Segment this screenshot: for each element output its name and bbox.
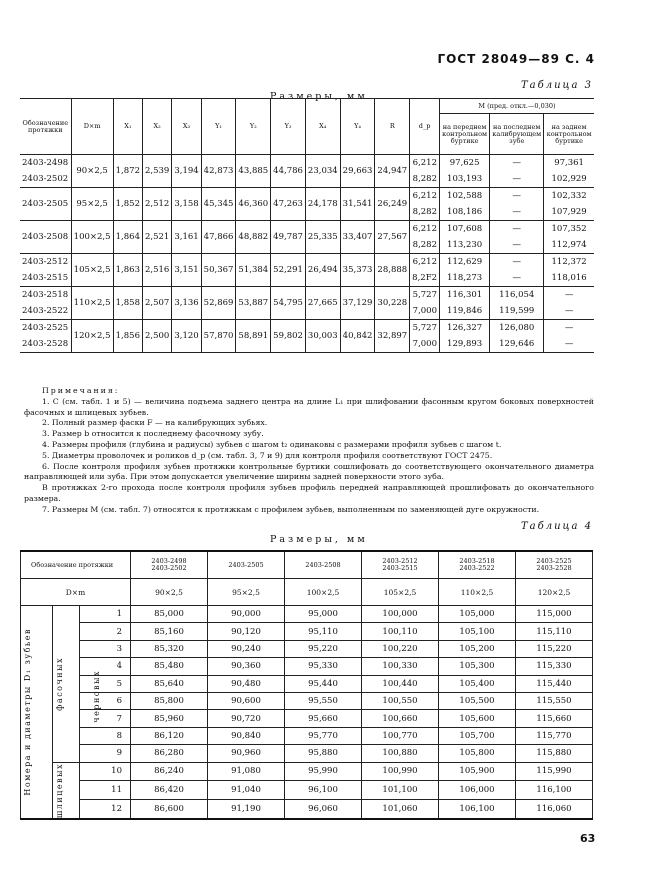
t3-designation-line: 2403-2508 <box>22 232 69 242</box>
t4-row <box>21 799 593 818</box>
t3-cell-x4: 24,178 <box>305 188 340 221</box>
t4-side-label-text: Номера и диаметры D₁ зубьев <box>23 627 32 796</box>
t4-head-dxm: D×m <box>21 579 131 606</box>
t3-cell-m3: 112,974 <box>544 237 594 254</box>
t3-cell-m3: 107,352 <box>544 221 594 238</box>
t3-cell-m1: 119,846 <box>440 303 490 320</box>
t3-designation <box>20 221 71 254</box>
t3-row <box>20 320 594 337</box>
t3-cell-m2: — <box>490 204 544 221</box>
t4-cell: 91,080 <box>208 762 285 781</box>
t3-cell-dxm: 105×2,5 <box>71 254 113 287</box>
t3-cell-x3: 3,136 <box>172 287 201 320</box>
note-item: 4. Размеры профиля (глубина и радиусы) зубьев с шагом t₂ одинаковы с размерами профиля зубьев с шагом t. <box>42 439 502 449</box>
t4-row-number: 9 <box>80 745 131 762</box>
t3-cell-m1: 113,230 <box>440 237 490 254</box>
t4-cell: 86,280 <box>131 745 208 762</box>
t4-row-number: 2 <box>80 623 131 640</box>
t3-row <box>20 188 594 205</box>
t3-designation-line: 2403-2525 <box>22 323 69 333</box>
t3-cell-x3: 3,158 <box>172 188 201 221</box>
t3-cell-m1: 102,588 <box>440 188 490 205</box>
note-item: 7. Размеры M (см. табл. 7) относятся к протяжкам с профилем зубьев, выполненным по заменяющей дуге окружности. <box>42 504 540 514</box>
t3-cell-y4: 29,663 <box>340 155 375 188</box>
t4-cell: 100,880 <box>362 745 439 762</box>
t4-shlits-label <box>53 762 80 819</box>
t4-dxm-cell: 90×2,5 <box>131 579 208 606</box>
t4-cell: 105,200 <box>439 640 516 657</box>
t4-dxm-cell: 95×2,5 <box>208 579 285 606</box>
t3-cell-r: 32,897 <box>375 320 410 353</box>
t3-cell-y3: 47,263 <box>271 188 306 221</box>
t4-cell: 106,100 <box>439 799 516 818</box>
t4-cell: 115,220 <box>516 640 593 657</box>
t4-cell: 101,100 <box>362 781 439 800</box>
t4-row <box>21 623 593 640</box>
t3-cell-x4: 30,003 <box>305 320 340 353</box>
t3-cell-y1: 57,870 <box>201 320 236 353</box>
t4-head-column-line: 2403-2498 <box>151 557 187 565</box>
t3-cell-y2: 58,891 <box>236 320 271 353</box>
table3-caption: Размеры, мм <box>270 91 368 102</box>
t4-cell: 115,880 <box>516 745 593 762</box>
t3-designation <box>20 188 71 221</box>
t3-cell-m1: 103,193 <box>440 171 490 188</box>
t4-cell: 100,220 <box>362 640 439 657</box>
t4-cell: 95,770 <box>285 727 362 744</box>
t4-cell: 105,900 <box>439 762 516 781</box>
t3-cell-dxm: 100×2,5 <box>71 221 113 254</box>
t4-cell: 90,480 <box>208 675 285 692</box>
t3-cell-dp: 6,212 <box>410 155 440 172</box>
t3-cell-r: 26,249 <box>375 188 410 221</box>
t3-cell-dp: 6,212 <box>410 188 440 205</box>
t3-cell-m3: — <box>544 287 594 304</box>
t4-cell: 96,100 <box>285 781 362 800</box>
table3 <box>20 98 594 353</box>
t4-head-column-line: 2403-2528 <box>536 564 572 572</box>
t4-cell: 95,330 <box>285 658 362 675</box>
gost-header: ГОСТ 28049—89 С. 4 <box>437 52 595 66</box>
t4-head-column-line: 2403-2502 <box>151 564 187 572</box>
t4-cell: 90,240 <box>208 640 285 657</box>
t3-cell-dxm: 90×2,5 <box>71 155 113 188</box>
t3-designation-line: 2403-2522 <box>22 306 69 316</box>
t3-cell-y4: 33,407 <box>340 221 375 254</box>
t4-cell: 105,400 <box>439 675 516 692</box>
t4-cell: 95,990 <box>285 762 362 781</box>
t4-cell: 85,480 <box>131 658 208 675</box>
t3-head-dxm: D×m <box>71 99 113 155</box>
t4-fasoch-label-text: фасочных <box>55 656 64 711</box>
t4-cell: 105,800 <box>439 745 516 762</box>
t4-cell: 86,240 <box>131 762 208 781</box>
t3-cell-m1: 126,327 <box>440 320 490 337</box>
t3-cell-y4: 40,842 <box>340 320 375 353</box>
note-item: 2. Полный размер фаски F — на калибрующих зубьях. <box>42 418 268 428</box>
t4-cell: 90,120 <box>208 623 285 640</box>
t4-cell: 85,000 <box>131 606 208 623</box>
t4-cell: 116,060 <box>516 799 593 818</box>
t4-cell: 101,060 <box>362 799 439 818</box>
t3-cell-y1: 50,367 <box>201 254 236 287</box>
t3-cell-y4: 35,373 <box>340 254 375 287</box>
t3-cell-x1: 1,872 <box>113 155 142 188</box>
t4-cell: 100,770 <box>362 727 439 744</box>
t4-head-column-line: 2403-2515 <box>382 564 418 572</box>
t3-designation-line: 2403-2515 <box>22 273 69 283</box>
t3-head-m3: на заднем контрольном буртике <box>544 114 594 155</box>
t4-head-column-line: 2403-2508 <box>305 560 341 569</box>
t4-row <box>21 781 593 800</box>
t4-cell: 95,660 <box>285 710 362 727</box>
t4-cell: 95,550 <box>285 692 362 709</box>
t3-cell-y4: 37,129 <box>340 287 375 320</box>
t3-designation <box>20 287 71 320</box>
t3-cell-m3: — <box>544 336 594 353</box>
t3-cell-x2: 2,507 <box>142 287 171 320</box>
t3-designation-line: 2403-2502 <box>22 174 69 184</box>
t3-cell-m1: 116,301 <box>440 287 490 304</box>
t3-cell-x2: 2,521 <box>142 221 171 254</box>
note-item: 5. Диаметры проволочек и роликов d_p (см. табл. 3, 7 и 9) для контроля профиля соответствуют ГОСТ 2475. <box>42 450 493 460</box>
t4-cell: 115,440 <box>516 675 593 692</box>
t3-cell-y2: 51,384 <box>236 254 271 287</box>
t4-shlits-label-text: шлицевых <box>55 762 64 818</box>
t3-cell-dxm: 120×2,5 <box>71 320 113 353</box>
t3-cell-dp: 5,727 <box>410 287 440 304</box>
t3-cell-dp: 8,282 <box>410 237 440 254</box>
table3-label: Таблица 3 <box>520 80 593 91</box>
t4-cell: 86,600 <box>131 799 208 818</box>
t3-head-x2: X₂ <box>142 99 171 155</box>
t4-cell: 100,330 <box>362 658 439 675</box>
t4-cell: 115,990 <box>516 762 593 781</box>
t3-head-y1: Y₁ <box>201 99 236 155</box>
t3-cell-x1: 1,863 <box>113 254 142 287</box>
t3-cell-x1: 1,852 <box>113 188 142 221</box>
t3-cell-m3: 107,929 <box>544 204 594 221</box>
t3-cell-m1: 112,629 <box>440 254 490 271</box>
t4-cell: 85,160 <box>131 623 208 640</box>
t3-cell-x3: 3,194 <box>172 155 201 188</box>
t3-cell-m2: — <box>490 221 544 238</box>
t4-cell: 95,000 <box>285 606 362 623</box>
t3-row <box>20 155 594 172</box>
t3-cell-x2: 2,516 <box>142 254 171 287</box>
t3-row <box>20 254 594 271</box>
t4-row <box>21 710 593 727</box>
t4-cell: 85,640 <box>131 675 208 692</box>
t3-cell-y2: 46,360 <box>236 188 271 221</box>
t4-head-column-line: 2403-2525 <box>536 557 572 565</box>
t3-cell-x3: 3,151 <box>172 254 201 287</box>
note-item: 3. Размер b относится к последнему фасочному зубу. <box>42 429 264 439</box>
t3-cell-x1: 1,856 <box>113 320 142 353</box>
t4-cell: 95,220 <box>285 640 362 657</box>
t3-designation-line: 2403-2518 <box>22 290 69 300</box>
t3-cell-r: 28,888 <box>375 254 410 287</box>
t3-cell-y2: 43,885 <box>236 155 271 188</box>
t4-cell: 105,500 <box>439 692 516 709</box>
t4-cell: 105,300 <box>439 658 516 675</box>
t3-head-m2: на последнем калибрующем зубе <box>490 114 544 155</box>
t4-cell: 91,040 <box>208 781 285 800</box>
t4-cell: 100,660 <box>362 710 439 727</box>
t4-cell: 115,110 <box>516 623 593 640</box>
t4-cell: 106,000 <box>439 781 516 800</box>
t4-side-label <box>21 606 53 819</box>
t3-cell-m1: 129,893 <box>440 336 490 353</box>
t4-row-number: 10 <box>80 762 131 781</box>
t3-cell-r: 24,947 <box>375 155 410 188</box>
t4-row-number: 3 <box>80 640 131 657</box>
t4-row <box>21 606 593 623</box>
t4-chern-label: черновых <box>92 670 101 723</box>
t3-cell-x4: 26,494 <box>305 254 340 287</box>
t4-row-number: 12 <box>80 799 131 818</box>
t3-designation-line: 2403-2498 <box>22 158 69 168</box>
t3-cell-y3: 49,787 <box>271 221 306 254</box>
t3-row <box>20 221 594 238</box>
t3-cell-m2: 126,080 <box>490 320 544 337</box>
t3-cell-m3: 102,929 <box>544 171 594 188</box>
t4-head-column <box>362 551 439 579</box>
t4-head-column <box>439 551 516 579</box>
t4-cell: 91,190 <box>208 799 285 818</box>
t3-head-x4: X₄ <box>305 99 340 155</box>
t3-cell-m1: 97,625 <box>440 155 490 172</box>
t3-cell-dp: 8,282 <box>410 204 440 221</box>
t4-row-number: 5 <box>80 675 131 692</box>
t4-cell: 105,100 <box>439 623 516 640</box>
t4-dxm-row <box>21 579 593 606</box>
t3-cell-m3: 112,372 <box>544 254 594 271</box>
t3-designation <box>20 254 71 287</box>
t4-head-column-line: 2403-2512 <box>382 557 418 565</box>
t3-cell-x4: 23,034 <box>305 155 340 188</box>
t4-cell: 85,960 <box>131 710 208 727</box>
t3-cell-m1: 118,273 <box>440 270 490 287</box>
t4-head-column-line: 2403-2505 <box>228 560 264 569</box>
t3-cell-x2: 2,500 <box>142 320 171 353</box>
t3-cell-m2: — <box>490 270 544 287</box>
table4-label: Таблица 4 <box>520 521 593 532</box>
t4-row-number: 8 <box>80 727 131 744</box>
t3-cell-dp: 7,000 <box>410 303 440 320</box>
t4-row <box>21 727 593 744</box>
t4-row <box>21 640 593 657</box>
t4-cell: 105,000 <box>439 606 516 623</box>
t4-cell: 100,440 <box>362 675 439 692</box>
t4-head-column <box>516 551 593 579</box>
t3-cell-y1: 45,345 <box>201 188 236 221</box>
t3-cell-m2: — <box>490 237 544 254</box>
t3-cell-m2: — <box>490 188 544 205</box>
t4-row-number: 7 <box>80 710 131 727</box>
t4-cell: 100,000 <box>362 606 439 623</box>
t4-cell: 100,110 <box>362 623 439 640</box>
t3-head-x3: X₃ <box>172 99 201 155</box>
table4-caption: Размеры, мм <box>270 534 368 545</box>
t3-cell-dxm: 95×2,5 <box>71 188 113 221</box>
t3-cell-m3: 97,361 <box>544 155 594 172</box>
t3-cell-x3: 3,120 <box>172 320 201 353</box>
t3-cell-y3: 54,795 <box>271 287 306 320</box>
t3-cell-y3: 44,786 <box>271 155 306 188</box>
t4-cell: 86,420 <box>131 781 208 800</box>
t3-cell-dp: 8,2F2 <box>410 270 440 287</box>
t4-cell: 90,960 <box>208 745 285 762</box>
t4-cell: 86,120 <box>131 727 208 744</box>
t4-dxm-cell: 100×2,5 <box>285 579 362 606</box>
t4-cell: 95,880 <box>285 745 362 762</box>
t3-designation-line: 2403-2528 <box>22 339 69 349</box>
t3-head-y4: Y₄ <box>340 99 375 155</box>
t3-cell-y1: 42,873 <box>201 155 236 188</box>
t4-cell: 90,720 <box>208 710 285 727</box>
t3-cell-m3: 102,332 <box>544 188 594 205</box>
notes-title: Примечания: <box>42 386 120 395</box>
t3-designation <box>20 155 71 188</box>
t3-cell-m2: 119,599 <box>490 303 544 320</box>
t4-header-row <box>21 551 593 579</box>
t3-cell-y4: 31,541 <box>340 188 375 221</box>
t4-cell: 90,000 <box>208 606 285 623</box>
note-item: 6. После контроля профиля зубьев протяжки контрольные буртики сошлифовать до соответствующего окончательного диаметра направляющей или зуба. При этом допускается увеличение ширины задней поверхности этого зуба. <box>24 461 594 482</box>
t3-cell-m3: — <box>544 303 594 320</box>
notes <box>24 386 594 516</box>
t3-cell-m1: 107,608 <box>440 221 490 238</box>
t4-head-column <box>208 551 285 579</box>
t4-dxm-cell: 120×2,5 <box>516 579 593 606</box>
t4-cell: 115,660 <box>516 710 593 727</box>
t3-cell-x2: 2,539 <box>142 155 171 188</box>
t3-cell-dp: 8,282 <box>410 171 440 188</box>
t3-cell-m2: — <box>490 171 544 188</box>
t3-head-r: R <box>375 99 410 155</box>
t3-cell-x1: 1,864 <box>113 221 142 254</box>
t4-row <box>21 745 593 762</box>
t4-head-column <box>131 551 208 579</box>
t4-cell: 90,360 <box>208 658 285 675</box>
t3-cell-x2: 2,512 <box>142 188 171 221</box>
t3-cell-x1: 1,858 <box>113 287 142 320</box>
t3-head-m-group: М (пред. откл.—0,030) <box>440 99 595 114</box>
t4-cell: 95,110 <box>285 623 362 640</box>
t4-row-number: 1 <box>80 606 131 623</box>
t4-row <box>21 675 593 692</box>
t3-cell-m3: 118,016 <box>544 270 594 287</box>
t3-cell-r: 27,567 <box>375 221 410 254</box>
t4-cell: 85,320 <box>131 640 208 657</box>
t4-row <box>21 762 593 781</box>
t3-head-dp: d_p <box>410 99 440 155</box>
t3-cell-m2: 116,054 <box>490 287 544 304</box>
t3-cell-dxm: 110×2,5 <box>71 287 113 320</box>
t4-dxm-cell: 110×2,5 <box>439 579 516 606</box>
t4-row-number: 11 <box>80 781 131 800</box>
t4-row-number: 6 <box>80 692 131 709</box>
page-number: 63 <box>580 832 596 845</box>
t4-row <box>21 692 593 709</box>
t4-head-column-line: 2403-2522 <box>459 564 495 572</box>
t4-cell: 100,550 <box>362 692 439 709</box>
t4-cell: 115,770 <box>516 727 593 744</box>
t3-cell-x3: 3,161 <box>172 221 201 254</box>
t4-cell: 95,440 <box>285 675 362 692</box>
t4-cell: 115,550 <box>516 692 593 709</box>
t4-cell: 105,600 <box>439 710 516 727</box>
t4-head-column <box>285 551 362 579</box>
table4 <box>20 550 593 820</box>
t3-cell-y3: 59,802 <box>271 320 306 353</box>
t3-cell-m1: 108,186 <box>440 204 490 221</box>
t3-cell-dp: 5,727 <box>410 320 440 337</box>
t3-row <box>20 287 594 304</box>
t4-row-number: 4 <box>80 658 131 675</box>
t3-cell-x4: 25,335 <box>305 221 340 254</box>
t3-head-y3: Y₃ <box>271 99 306 155</box>
note-item: 1. C (см. табл. 1 и 5) — величина подъема заднего центра на длине L₁ при шлифовании фасонным кругом боковых поверхностей фасочных и шлицевых зубьев. <box>24 396 594 417</box>
t3-head-designation: Обозначение протяжки <box>20 99 71 155</box>
t3-designation-line: 2403-2512 <box>22 257 69 267</box>
t4-cell: 115,330 <box>516 658 593 675</box>
note-item: В протяжках 2-го прохода после контроля профиля зубьев профиль передней направляющей прошлифовать до окончательного размера. <box>24 483 594 503</box>
t3-cell-y1: 52,869 <box>201 287 236 320</box>
t3-cell-y3: 52,291 <box>271 254 306 287</box>
t3-cell-m3: — <box>544 320 594 337</box>
t3-cell-y2: 53,887 <box>236 287 271 320</box>
t3-cell-dp: 6,212 <box>410 254 440 271</box>
t3-designation-line: 2403-2505 <box>22 199 69 209</box>
t4-fasoch-label <box>53 606 80 763</box>
t4-cell: 116,100 <box>516 781 593 800</box>
t4-dxm-cell: 105×2,5 <box>362 579 439 606</box>
t3-head-m1: на переднем контрольном буртике <box>440 114 490 155</box>
t4-head-designation: Обозначение протяжки <box>21 551 131 579</box>
t3-cell-dp: 7,000 <box>410 336 440 353</box>
t3-cell-m2: — <box>490 254 544 271</box>
t3-designation <box>20 320 71 353</box>
t4-cell: 90,840 <box>208 727 285 744</box>
t3-cell-y2: 48,882 <box>236 221 271 254</box>
t4-cell: 85,800 <box>131 692 208 709</box>
t3-head-x1: X₁ <box>113 99 142 155</box>
t3-cell-r: 30,228 <box>375 287 410 320</box>
t4-cell: 115,000 <box>516 606 593 623</box>
t4-head-column-line: 2403-2518 <box>459 557 495 565</box>
t3-cell-x4: 27,665 <box>305 287 340 320</box>
t3-head-y2: Y₂ <box>236 99 271 155</box>
t4-cell: 90,600 <box>208 692 285 709</box>
t4-cell: 100,990 <box>362 762 439 781</box>
t3-cell-m2: 129,646 <box>490 336 544 353</box>
t4-row <box>21 658 593 675</box>
t4-cell: 105,700 <box>439 727 516 744</box>
t3-cell-m2: — <box>490 155 544 172</box>
t3-cell-dp: 6,212 <box>410 221 440 238</box>
t3-cell-y1: 47,866 <box>201 221 236 254</box>
t4-cell: 96,060 <box>285 799 362 818</box>
